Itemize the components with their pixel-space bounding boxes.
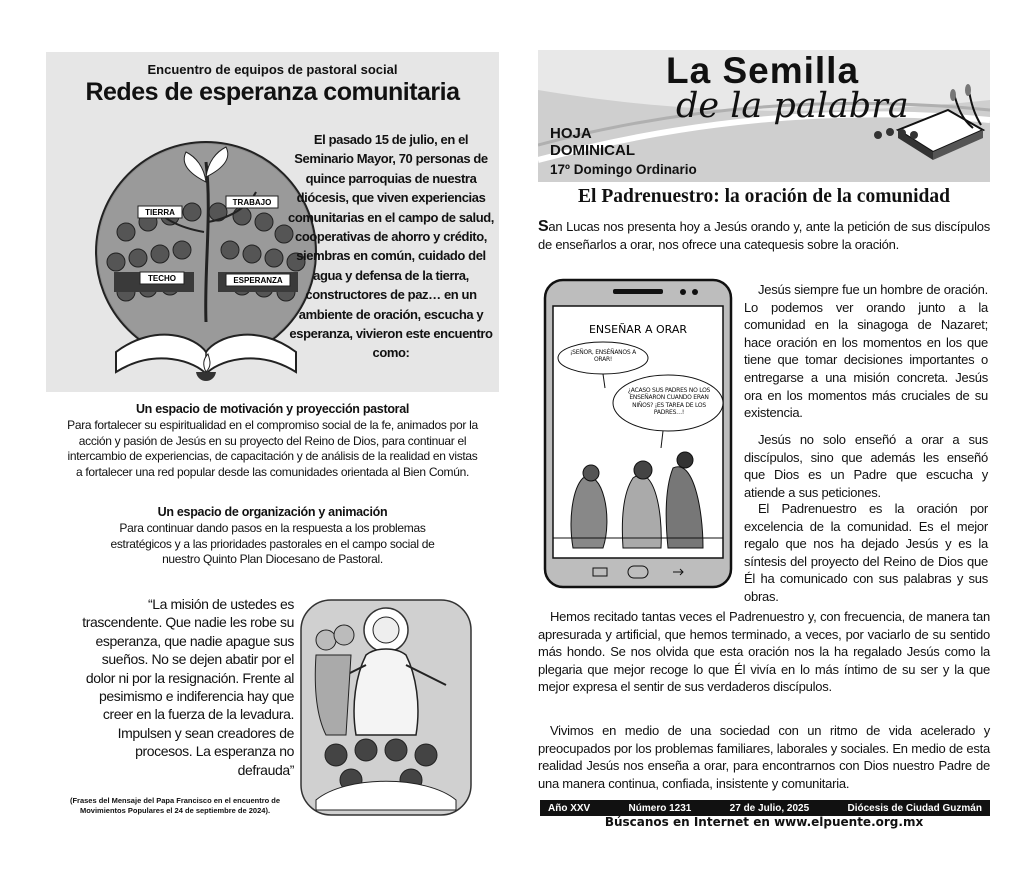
cartoon-title: ENSEÑAR A ORAR	[588, 323, 688, 336]
hoja-dominical	[550, 125, 635, 159]
pope-quote: “La misión de ustedes es trascendente. Que nadie les robe su esperanza, que nadie apague sus sueños. No se dejen abatir por el dolor ni por la resignación. Frente al pesimismo e indiferencia hay que creer en la fuerza de la levadura. Impulsen y sean creadores de procesos. La esperanza no defrauda”	[82, 596, 294, 778]
masthead-subtitle: de la palabra	[676, 86, 909, 126]
paragraph-3: Jesús no solo enseñó a orar a sus discípulos, sino que además les enseñó que Dios es un Padre que escucha y atiende a sus peticiones.	[744, 432, 988, 500]
section2-title: Un espacio de organización y animación	[157, 505, 388, 519]
art-label-tierra: TIERRA	[145, 208, 175, 217]
paragraph-2: Jesús siempre fue un hombre de oración. Lo podemos ver orando junto a la comunidad en la sinagoga de Nazaret; hace oración en los momentos en los que tiene que tomar decisiones importantes o entregarse a una misión concreta. Jesús ora en los momentos más cruciales de su existencia.	[744, 282, 988, 421]
issue-info-bar	[540, 800, 990, 816]
left-page	[46, 52, 499, 829]
issue-number: Número 1231	[628, 802, 692, 814]
section1-body: Para fortalecer su espiritualidad en el compromiso social de la fe, animados por la acción y pasión de Jesús en su proyecto del Reino de Dios, para continuar el intercambio de experiencias, de capacitación y de análisis de la realidad en vistas a fortalecer una red popular desde las comunidades orientada al Bien Común.	[67, 418, 478, 479]
art-label-esperanza: ESPERANZA	[233, 276, 283, 285]
event-kicker: Encuentro de equipos de pastoral social	[147, 62, 398, 77]
quote-source: (Frases del Mensaje del Papa Francisco en el encuentro de Movimientos Populares el 24 de septiembre de 2024).	[69, 796, 281, 815]
art-label-techo: TECHO	[148, 274, 176, 283]
paragraph-1-text: an Lucas nos presenta hoy a Jesús orando y, ante la petición de sus discípulos de enseñarlos a orar, nos ofrece una catequesis sobre la oración.	[538, 219, 990, 252]
left-page-title: Redes de esperanza comunitaria	[85, 78, 460, 106]
hoja-label: HOJA	[550, 125, 592, 142]
smartphone-cartoon	[543, 278, 733, 589]
section1-title: Un espacio de motivación y proyección pastoral	[135, 402, 410, 416]
bubble-text-2: ¿ACASO SUS PADRES NO LOS ENSEÑARON CUANDO ERAN NIÑOS? ¡ES TAREA DE LOS PADRES…!	[627, 387, 711, 417]
masthead-banner	[538, 50, 990, 182]
issue-year: Año XXV	[548, 802, 591, 814]
section2-body: Para continuar dando pasos en la respuesta a los problemas estratégicos y a las prioridades pastorales en el campo social de nuestro Quinto Plan Diocesano de Pastoral.	[110, 521, 435, 567]
paragraph-5: Hemos recitado tantas veces el Padrenuestro y, con frecuencia, de manera tan apresurada y artificial, que hemos terminado, a veces, por vaciarlo de su sentido más hondo. Se nos olvida que esta oración nos la ha regalado Jesús como la plegaria que mejor recoge lo que Él vivía en lo más íntimo de su ser y la que mejor expresa el sentir de sus verdaderos discípulos.	[538, 609, 990, 695]
jesus-illustration	[296, 595, 476, 820]
paragraph-1	[538, 218, 990, 253]
liturgical-sunday: 17º Domingo Ordinario	[550, 162, 697, 177]
dominical-label: DOMINICAL	[550, 142, 635, 159]
masthead-title: La Semilla	[666, 50, 860, 91]
issue-diocese: Diócesis de Ciudad Guzmán	[847, 802, 982, 814]
article-title: El Padrenuestro: la oración de la comunidad	[578, 186, 950, 207]
website-line: Búscanos en Internet en www.elpuente.org.mx	[604, 815, 924, 829]
paragraph-6: Vivimos en medio de una sociedad con un ritmo de vida acelerado y preocupados por los problemas familiares, laborales y sociales. En medio de esta realidad Jesús nos enseña a orar, para encontrarnos con Dios nuestro Padre de una manera continua, confiada, insistente y comunitaria.	[538, 723, 990, 791]
bubble-text-1: ¡SEÑOR, ENSÉÑANOS A ORAR!	[570, 349, 636, 363]
art-label-trabajo: TRABAJO	[232, 198, 272, 207]
issue-date: 27 de Julio, 2025	[729, 802, 810, 814]
paragraph-4: El Padrenuestro es la oración por excelencia de la comunidad. Es el mejor regalo que nos ha dejado Jesús y es la síntesis del proyecto del Reino de Dios que Él ha comunicado con sus palabras y sus obras.	[744, 501, 988, 604]
intro-text: El pasado 15 de julio, en el Seminario Mayor, 70 personas de quince parroquias de nuestra diócesis, que viven experiencias comunitarias en el campo de salud, cooperativas de ahorro y crédito, siembras en común, cuidado del agua y defensa de la tierra, constructores de paz… en un ambiente de oración, escucha y esperanza, vivieron este encuentro como:	[287, 132, 495, 361]
drop-cap: S	[538, 218, 549, 235]
right-page	[538, 45, 990, 845]
